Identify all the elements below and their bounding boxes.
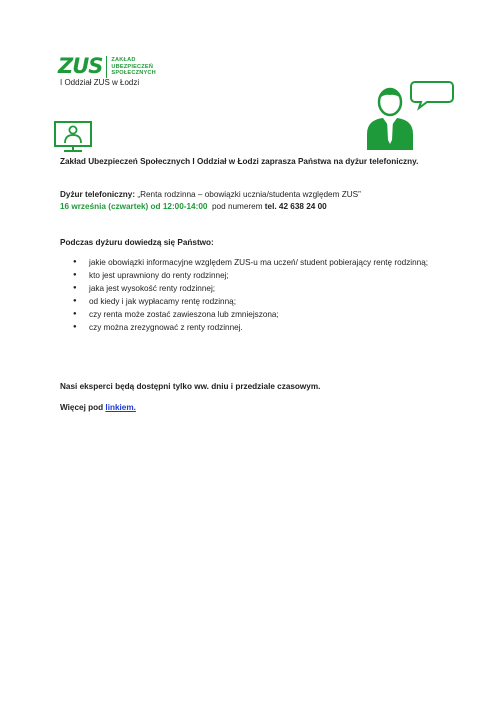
logo-word: UBEZPIECZEŃ	[111, 63, 154, 70]
intro-text: Zakład Ubezpieczeń Społecznych I Oddział w Łodzi zaprasza Państwa na dyżur telefoniczny.	[60, 157, 419, 166]
more-info-link[interactable]: linkiem.	[105, 403, 136, 412]
duty-date: 16 września (czwartek) od 12:00-14:00	[60, 202, 208, 211]
zus-logo	[58, 56, 156, 78]
duty-phone: tel. 42 638 24 00	[264, 202, 327, 211]
branch-name: I Oddział ZUS w Łodzi	[60, 78, 140, 87]
topics-list	[60, 257, 480, 335]
duty-label: Dyżur telefoniczny:	[60, 190, 136, 199]
more-prefix: Więcej pod	[60, 403, 106, 412]
duty-line	[60, 189, 361, 200]
list-item: ● czy można zrezygnować z renty rodzinnej.	[60, 322, 480, 333]
duty-number-prefix: pod numerem	[207, 202, 265, 211]
logo-mark: ZUS	[58, 54, 103, 78]
logo-wordmark	[111, 56, 155, 77]
duty-topic: „Renta rodzinna – obowiązki ucznia/studenta względem ZUS”	[135, 190, 361, 199]
list-item: ● czy renta może zostać zawieszona lub zmniejszona;	[60, 309, 480, 320]
learn-heading: Podczas dyżuru dowiedzą się Państwo:	[60, 238, 214, 247]
logo-word: SPOŁECZNYCH	[111, 70, 156, 77]
list-item: ● kto jest uprawniony do renty rodzinnej;	[60, 270, 480, 281]
duty-date-line	[60, 201, 327, 212]
more-info-line	[60, 402, 136, 413]
experts-note: Nasi eksperci będą dostępni tylko ww. dniu i przedziale czasowym.	[60, 382, 321, 391]
logo-separator	[106, 56, 107, 78]
consultant-icon	[365, 78, 455, 150]
list-item: ● od kiedy i jak wypłacamy rentę rodzinną;	[60, 296, 480, 307]
logo-word: ZAKŁAD	[111, 57, 136, 63]
list-item: ● jaka jest wysokość renty rodzinnej;	[60, 283, 480, 294]
list-item: ● jakie obowiązki informacyjne względem ZUS-u ma uczeń/ student pobierający rentę rodzinną;	[60, 257, 469, 268]
computer-user-icon	[53, 120, 93, 153]
